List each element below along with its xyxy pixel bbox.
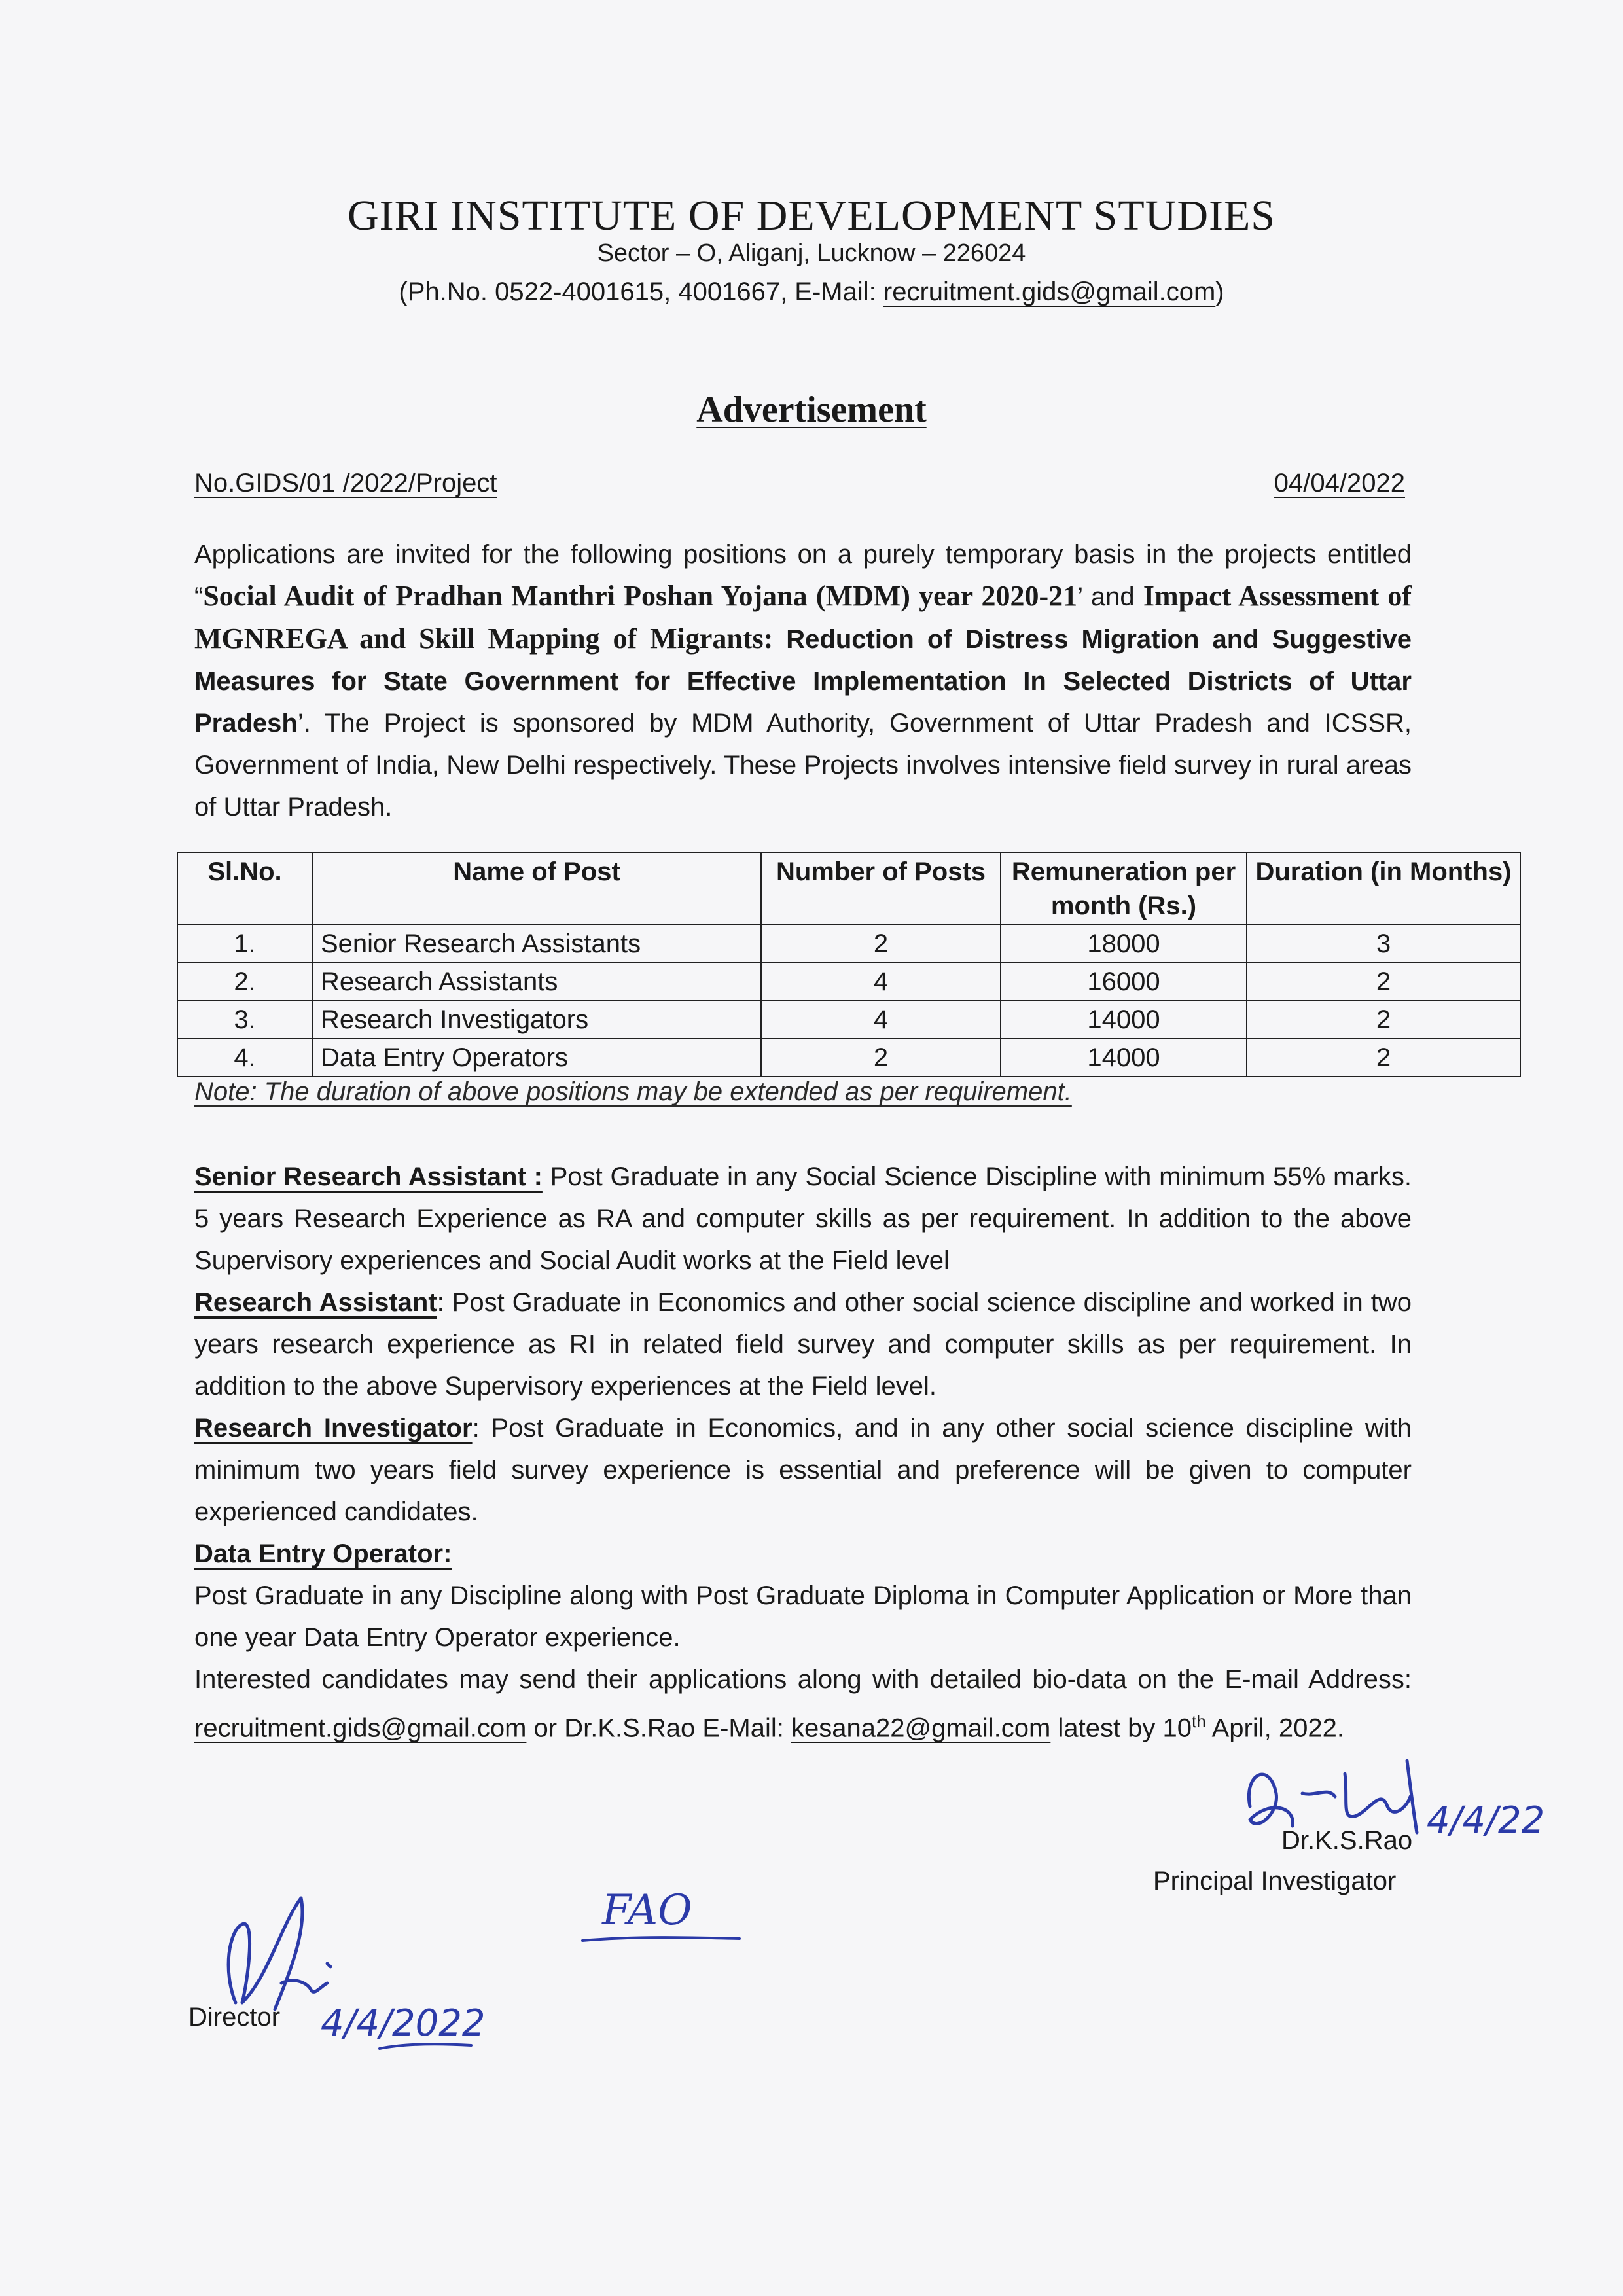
intro-text-2: ’ and (1077, 583, 1143, 611)
cell-count: 4 (761, 963, 1001, 1001)
cell-remuneration: 14000 (1001, 1039, 1247, 1077)
director-label: Director (188, 2003, 281, 2032)
closing-text-3: latest by 10 (1050, 1713, 1192, 1743)
req-text-ri: : Post Graduate in Economics, and in any other social science discipline with minimum two years field survey experience is essential and preference will be given to computer experienced candidates. (194, 1414, 1412, 1526)
cell-slno: 2. (177, 963, 312, 1001)
pi-role: Principal Investigator (1153, 1867, 1397, 1895)
cell-count: 2 (761, 1039, 1001, 1077)
fao-handwritten: FAO (602, 1886, 692, 1935)
cell-post: Research Assistants (312, 963, 761, 1001)
intro-text-3: ’. The Project is sponsored by MDM Authority, Government of Uttar Pradesh and ICSSR, Government of India, New Delhi respectively. These Projects involves intensive field survey in rural areas of Uttar Pradesh. (194, 709, 1412, 821)
contact-prefix: (Ph.No. 0522-4001615, 4001667, E-Mail: (399, 278, 883, 306)
fao-mark (576, 1872, 746, 1950)
req-senior-research-assistant (194, 1156, 1412, 1282)
table-row (177, 1039, 1520, 1077)
req-text-sra: Post Graduate in any Social Science Discipline with minimum 55% marks. 5 years Research Experience as RA and computer skills as per requirement. In addition to the above Supervisory experiences and Social Audit works at the Field level (194, 1162, 1412, 1275)
institute-contact (0, 278, 1623, 307)
contact-email-link[interactable]: recruitment.gids@gmail.com (883, 278, 1216, 306)
project-title-2b: Reduction of Distress Migration and Suggestive Measures for State Government for Effective Implementation In Selected Districts of Uttar Pradesh (194, 625, 1412, 738)
closing-paragraph (194, 1659, 1412, 1749)
reference-number: No.GIDS/01 /2022/Project (194, 469, 497, 497)
cell-post: Research Investigators (312, 1001, 761, 1039)
cell-duration: 2 (1247, 963, 1520, 1001)
cell-post: Senior Research Assistants (312, 925, 761, 963)
pi-handwritten-date: 4/4/22 (1427, 1799, 1544, 1842)
closing-text-1: Interested candidates may send their applications along with detailed bio-data on the E-mail Address: (194, 1665, 1412, 1694)
cell-slno: 4. (177, 1039, 312, 1077)
closing-email-2[interactable]: kesana22@gmail.com (791, 1713, 1051, 1743)
cell-duration: 2 (1247, 1001, 1520, 1039)
req-data-entry-operator (194, 1533, 1412, 1575)
cell-remuneration: 16000 (1001, 963, 1247, 1001)
closing-email-1[interactable]: recruitment.gids@gmail.com (194, 1713, 527, 1743)
req-label-ra: Research Assistant (194, 1288, 437, 1317)
cell-slno: 3. (177, 1001, 312, 1039)
req-label-sra: Senior Research Assistant : (194, 1162, 543, 1191)
req-label-ri: Research Investigator (194, 1414, 473, 1443)
col-header-count: Number of Posts (761, 853, 1001, 925)
cell-count: 4 (761, 1001, 1001, 1039)
table-row (177, 963, 1520, 1001)
closing-text-2: or Dr.K.S.Rao E-Mail: (526, 1713, 791, 1743)
cell-post: Data Entry Operators (312, 1039, 761, 1077)
req-research-assistant (194, 1282, 1412, 1407)
table-row (177, 925, 1520, 963)
pi-name: Dr.K.S.Rao (1281, 1826, 1413, 1855)
cell-remuneration: 18000 (1001, 925, 1247, 963)
closing-text-4: April, 2022. (1205, 1713, 1344, 1743)
contact-suffix: ) (1215, 278, 1224, 306)
cell-slno: 1. (177, 925, 312, 963)
institute-name: GIRI INSTITUTE OF DEVELOPMENT STUDIES (347, 192, 1276, 240)
col-header-duration: Duration (in Months) (1247, 853, 1520, 925)
reference-date: 04/04/2022 (1274, 469, 1405, 497)
positions-table (177, 852, 1521, 1077)
req-text-deo: Post Graduate in any Discipline along with Post Graduate Diploma in Computer Application or More than one year Data Entry Operator experience. (194, 1581, 1412, 1652)
institute-address: Sector – O, Aliganj, Lucknow – 226024 (597, 240, 1026, 267)
req-label-deo: Data Entry Operator: (194, 1539, 452, 1568)
req-text-ra: : Post Graduate in Economics and other social science discipline and worked in two years research experience as RI in related field survey and computer skills as per requirement. In addition to the above Supervisory experiences at the Field level. (194, 1288, 1412, 1401)
col-header-post: Name of Post (312, 853, 761, 925)
col-header-slno: Sl.No. (177, 853, 312, 925)
col-header-remuneration: Remuneration per month (Rs.) (1001, 853, 1247, 925)
closing-superscript: th (1192, 1712, 1206, 1731)
cell-duration: 3 (1247, 925, 1520, 963)
intro-paragraph (194, 533, 1412, 828)
duration-note: Note: The duration of above positions may be extended as per requirement. (194, 1077, 1072, 1106)
table-header-row (177, 853, 1520, 925)
director-handwritten-date: 4/4/2022 (321, 2002, 486, 2045)
req-research-investigator (194, 1407, 1412, 1533)
project-title-1: Social Audit of Pradhan Manthri Poshan Yojana (MDM) year 2020-21 (203, 580, 1078, 612)
advertisement-heading: Advertisement (696, 389, 927, 430)
cell-duration: 2 (1247, 1039, 1520, 1077)
cell-count: 2 (761, 925, 1001, 963)
project-title-2a: Impact Assessment of MGNREGA and Skill Mapping of Migrants: (194, 580, 1412, 655)
intro-text-1: Applications are invited for the following positions on a purely temporary basis in the projects entitled “ (194, 540, 1412, 611)
cell-remuneration: 14000 (1001, 1001, 1247, 1039)
table-row (177, 1001, 1520, 1039)
